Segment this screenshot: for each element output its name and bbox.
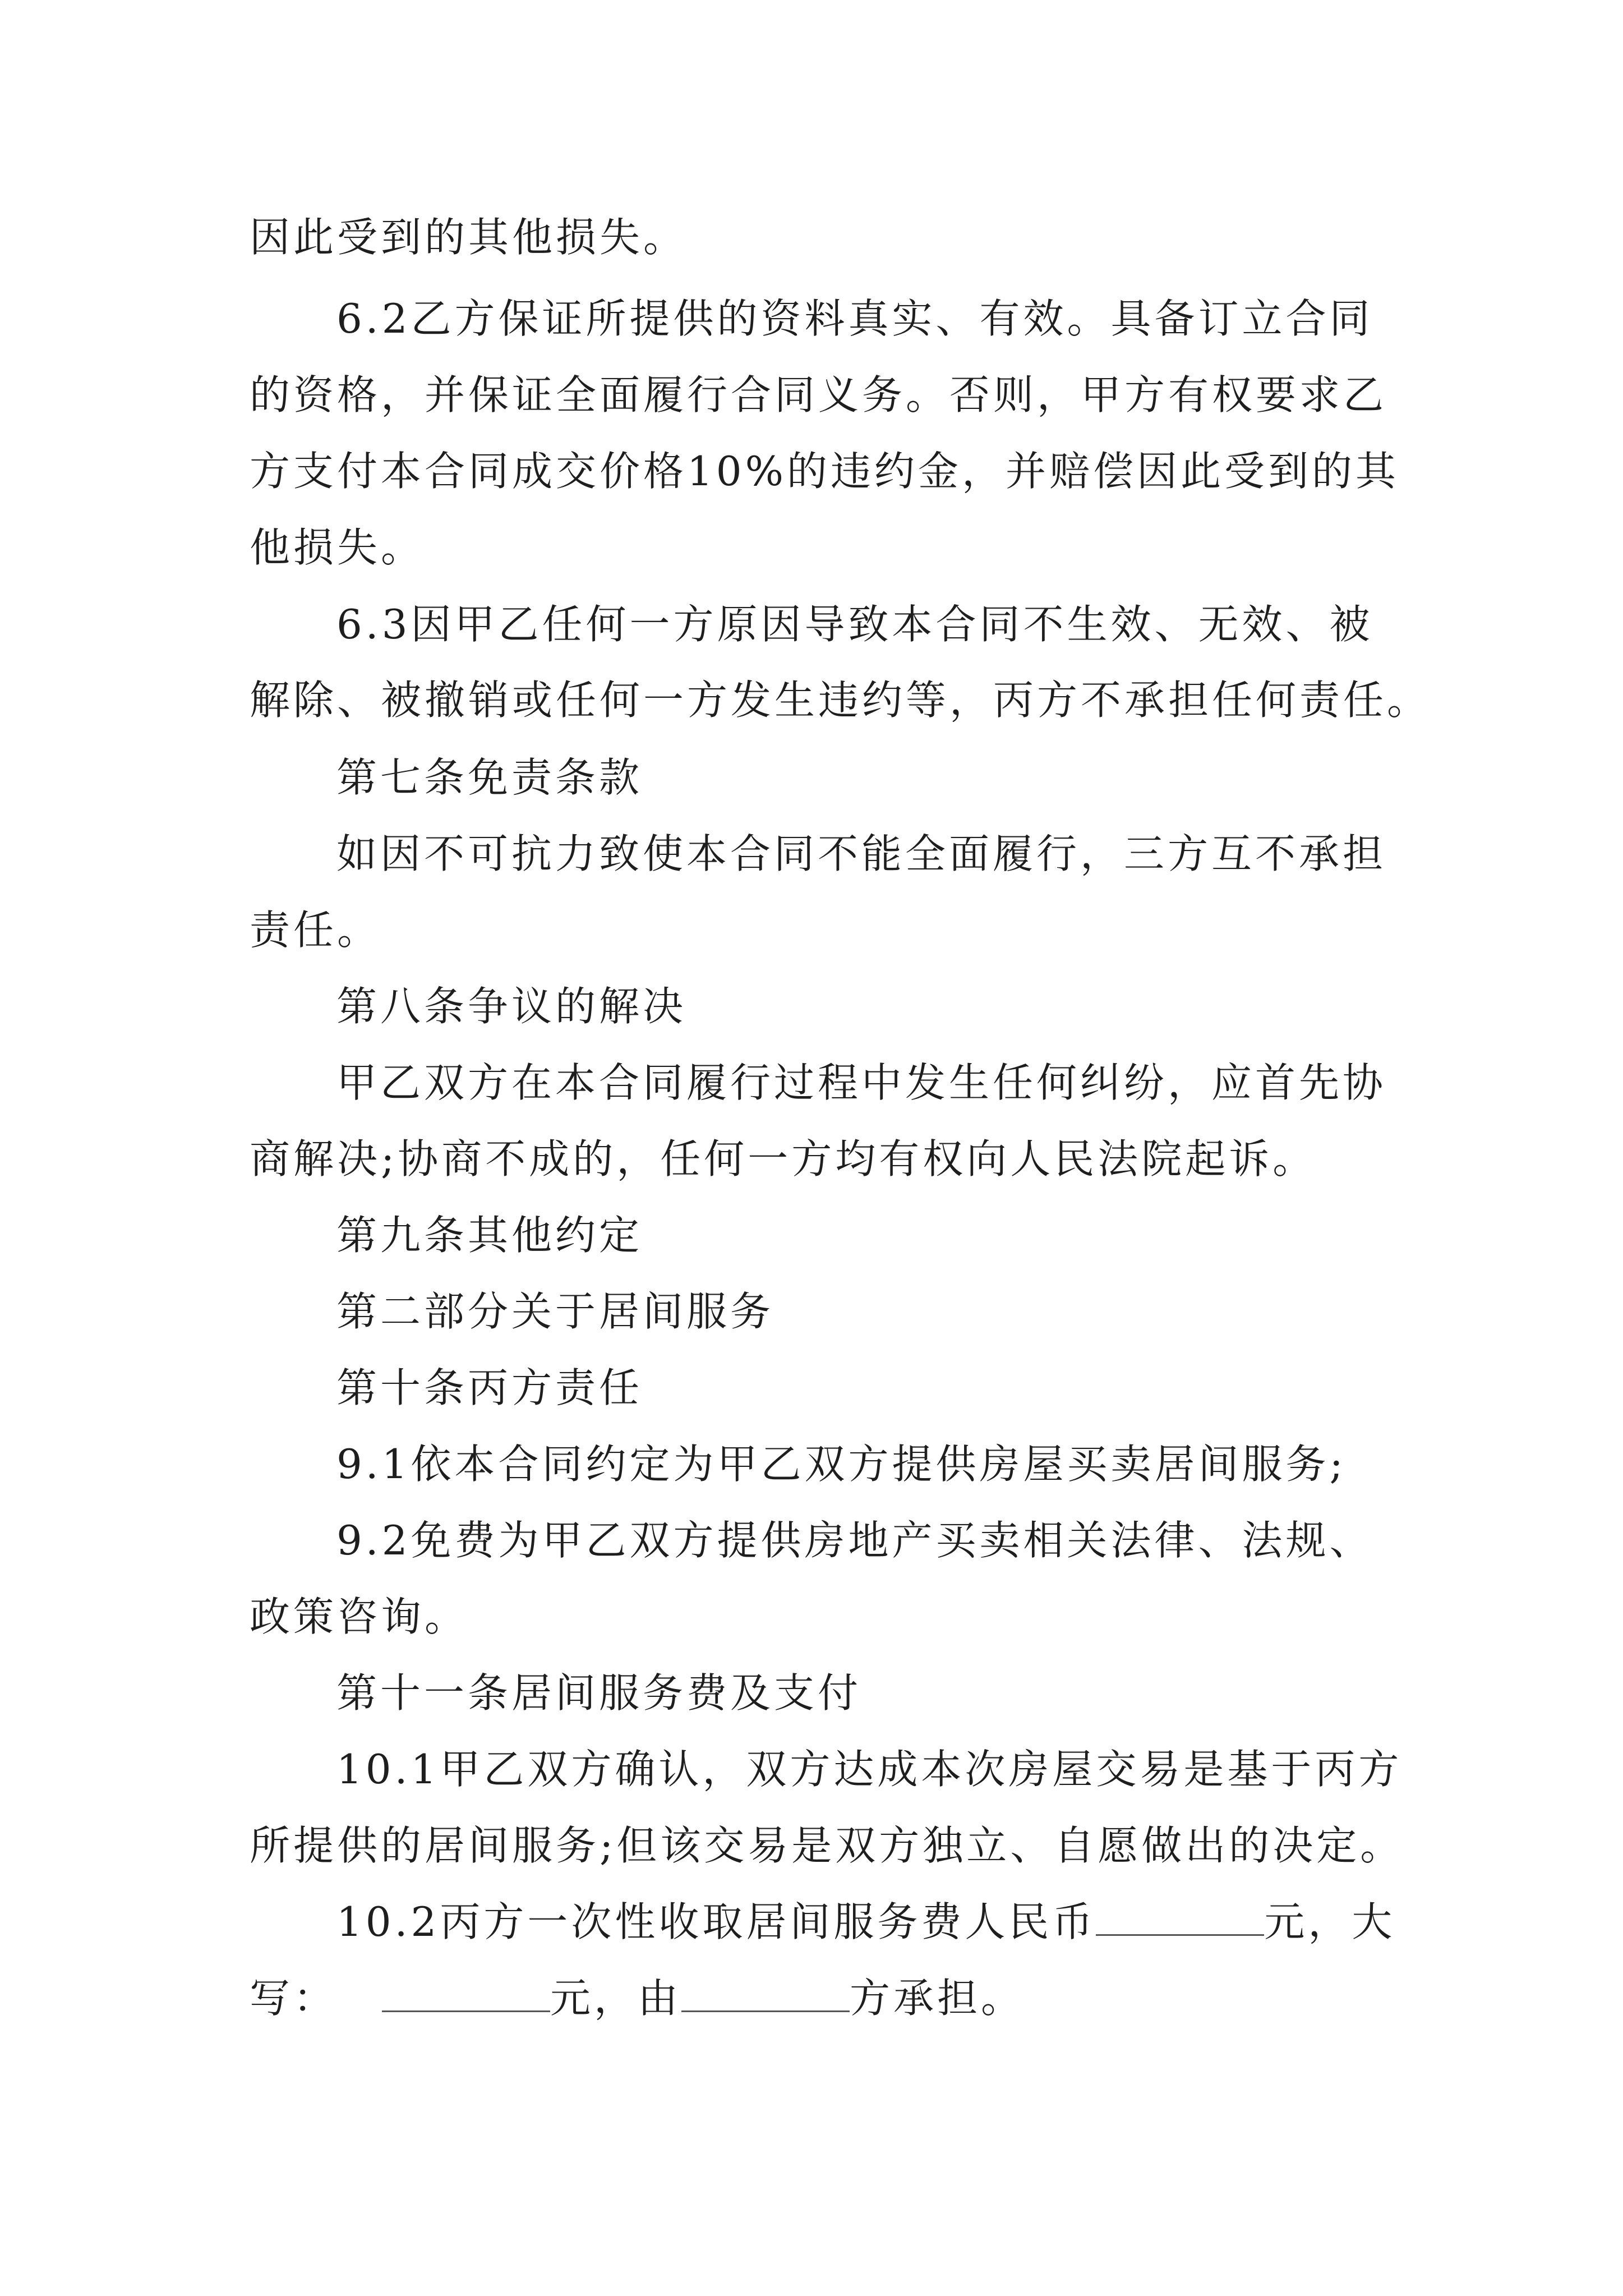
- clause-10-2-line-1: [336, 1895, 1395, 1949]
- amount-blank[interactable]: [1096, 1899, 1264, 1936]
- article-8-line-2: 商解决;协商不成的，任何一方均有权向人民法院起诉。: [250, 1135, 1317, 1182]
- clause-10-1-line-2: 所提供的居间服务;但该交易是双方独立、自愿做出的决定。: [250, 1822, 1404, 1869]
- clause-10-2-text-d: 元，由: [550, 1975, 682, 2022]
- clause-10-1-line-1: 10.1甲乙双方确认，双方达成本次房屋交易是基于丙方: [336, 1746, 1403, 1793]
- clause-10-2-text-e: 方承担。: [850, 1975, 1025, 2022]
- paragraph-line: 因此受到的其他损失。: [250, 214, 688, 261]
- clause-6-2-line-1: 6.2乙方保证所提供的资料真实、有效。具备订立合同: [336, 295, 1373, 342]
- clause-10-2-text-a: 10.2丙方一次性收取居间服务费人民币: [336, 1898, 1096, 1945]
- clause-9-2-line-1: 9.2免费为甲乙双方提供房地产买卖相关法律、法规、: [336, 1517, 1373, 1564]
- clause-10-2-line-2: [250, 1971, 1025, 2025]
- clause-6-2-line-3: 方支付本合同成交价格10%的违约金，并赔偿因此受到的其: [250, 448, 1400, 495]
- article-11-heading: 第十一条居间服务费及支付: [336, 1669, 862, 1717]
- amount-words-blank[interactable]: [382, 1976, 550, 2012]
- article-7-heading: 第七条免责条款: [336, 754, 643, 801]
- article-10-heading: 第十条丙方责任: [336, 1364, 643, 1411]
- article-7-line-2: 责任。: [250, 907, 381, 954]
- part-2-heading: 第二部分关于居间服务: [336, 1288, 774, 1335]
- clause-10-2-text-b: 元，大: [1264, 1898, 1396, 1945]
- article-8-heading: 第八条争议的解决: [336, 983, 687, 1030]
- article-8-line-1: 甲乙双方在本合同履行过程中发生任何纠纷，应首先协: [336, 1059, 1387, 1106]
- payer-blank[interactable]: [681, 1976, 850, 2012]
- clause-9-1-line-1: 9.1依本合同约定为甲乙双方提供房屋买卖居间服务;: [336, 1441, 1347, 1488]
- clause-6-2-line-4: 他损失。: [250, 524, 425, 571]
- clause-6-3-line-2: 解除、被撤销或任何一方发生违约等，丙方不承担任何责任。: [250, 677, 1431, 724]
- clause-6-2-line-2: 的资格，并保证全面履行合同义务。否则，甲方有权要求乙: [250, 371, 1387, 418]
- article-7-line-1: 如因不可抗力致使本合同不能全面履行，三方互不承担: [336, 830, 1387, 877]
- article-9-heading: 第九条其他约定: [336, 1212, 643, 1259]
- clause-6-3-line-1: 6.3因甲乙任何一方原因导致本合同不生效、无效、被: [336, 601, 1373, 648]
- clause-9-2-line-2: 政策咨询。: [250, 1593, 469, 1640]
- clause-10-2-text-c: 写：: [250, 1975, 338, 2022]
